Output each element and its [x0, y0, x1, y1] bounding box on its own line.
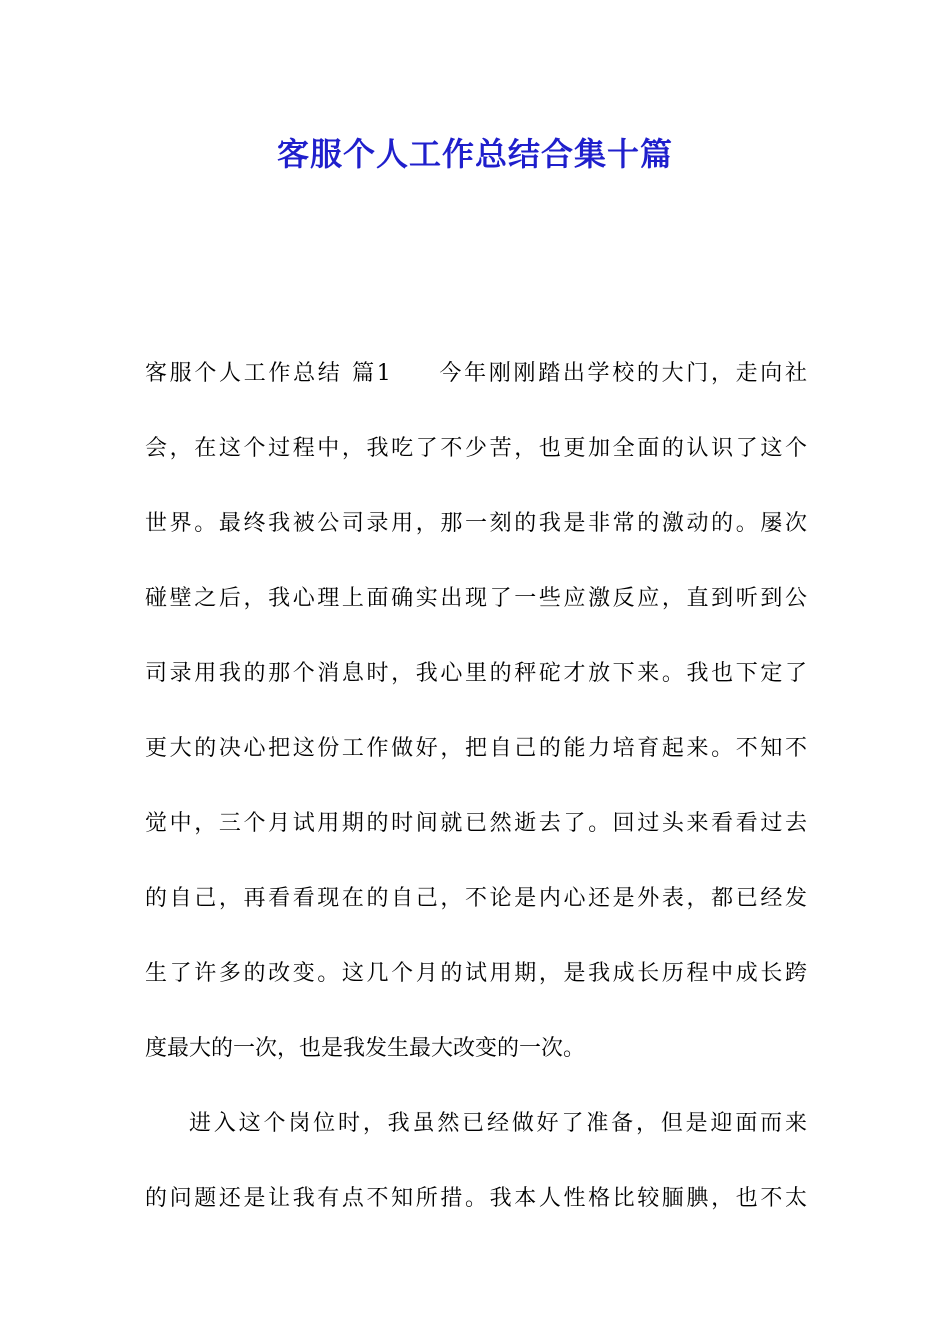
paragraph-line: 世界。最终我被公司录用，那一刻的我是非常的激动的。屡次	[145, 511, 807, 536]
section-heading: 客服个人工作总结 篇1	[145, 361, 391, 386]
document-title: 客服个人工作总结合集十篇	[276, 135, 673, 173]
document-body	[145, 336, 807, 1236]
paragraph-line: 会，在这个过程中，我吃了不少苦，也更加全面的认识了这个	[145, 436, 807, 461]
paragraph-line: 的问题还是让我有点不知所措。我本人性格比较腼腆，也不太	[145, 1186, 807, 1211]
paragraph-line: 进入这个岗位时，我虽然已经做好了准备，但是迎面而来	[189, 1111, 807, 1136]
paragraph-line: 度最大的一次，也是我发生最大改变的一次。	[145, 1036, 586, 1061]
paragraph-line: 的自己，再看看现在的自己，不论是内心还是外表，都已经发	[145, 886, 807, 911]
paragraph-line: 更大的决心把这份工作做好，把自己的能力培育起来。不知不	[145, 736, 807, 761]
paragraph-line: 觉中，三个月试用期的时间就已然逝去了。回过头来看看过去	[145, 811, 807, 836]
paragraph-line: 碰壁之后，我心理上面确实出现了一些应激反应，直到听到公	[145, 586, 807, 611]
paragraph-line: 生了许多的改变。这几个月的试用期，是我成长历程中成长跨	[145, 961, 807, 986]
paragraph-line: 客服个人工作总结 篇1 今年刚刚踏出学校的大门，走向社	[145, 361, 807, 386]
paragraph-line: 司录用我的那个消息时，我心里的秤砣才放下来。我也下定了	[145, 661, 807, 686]
